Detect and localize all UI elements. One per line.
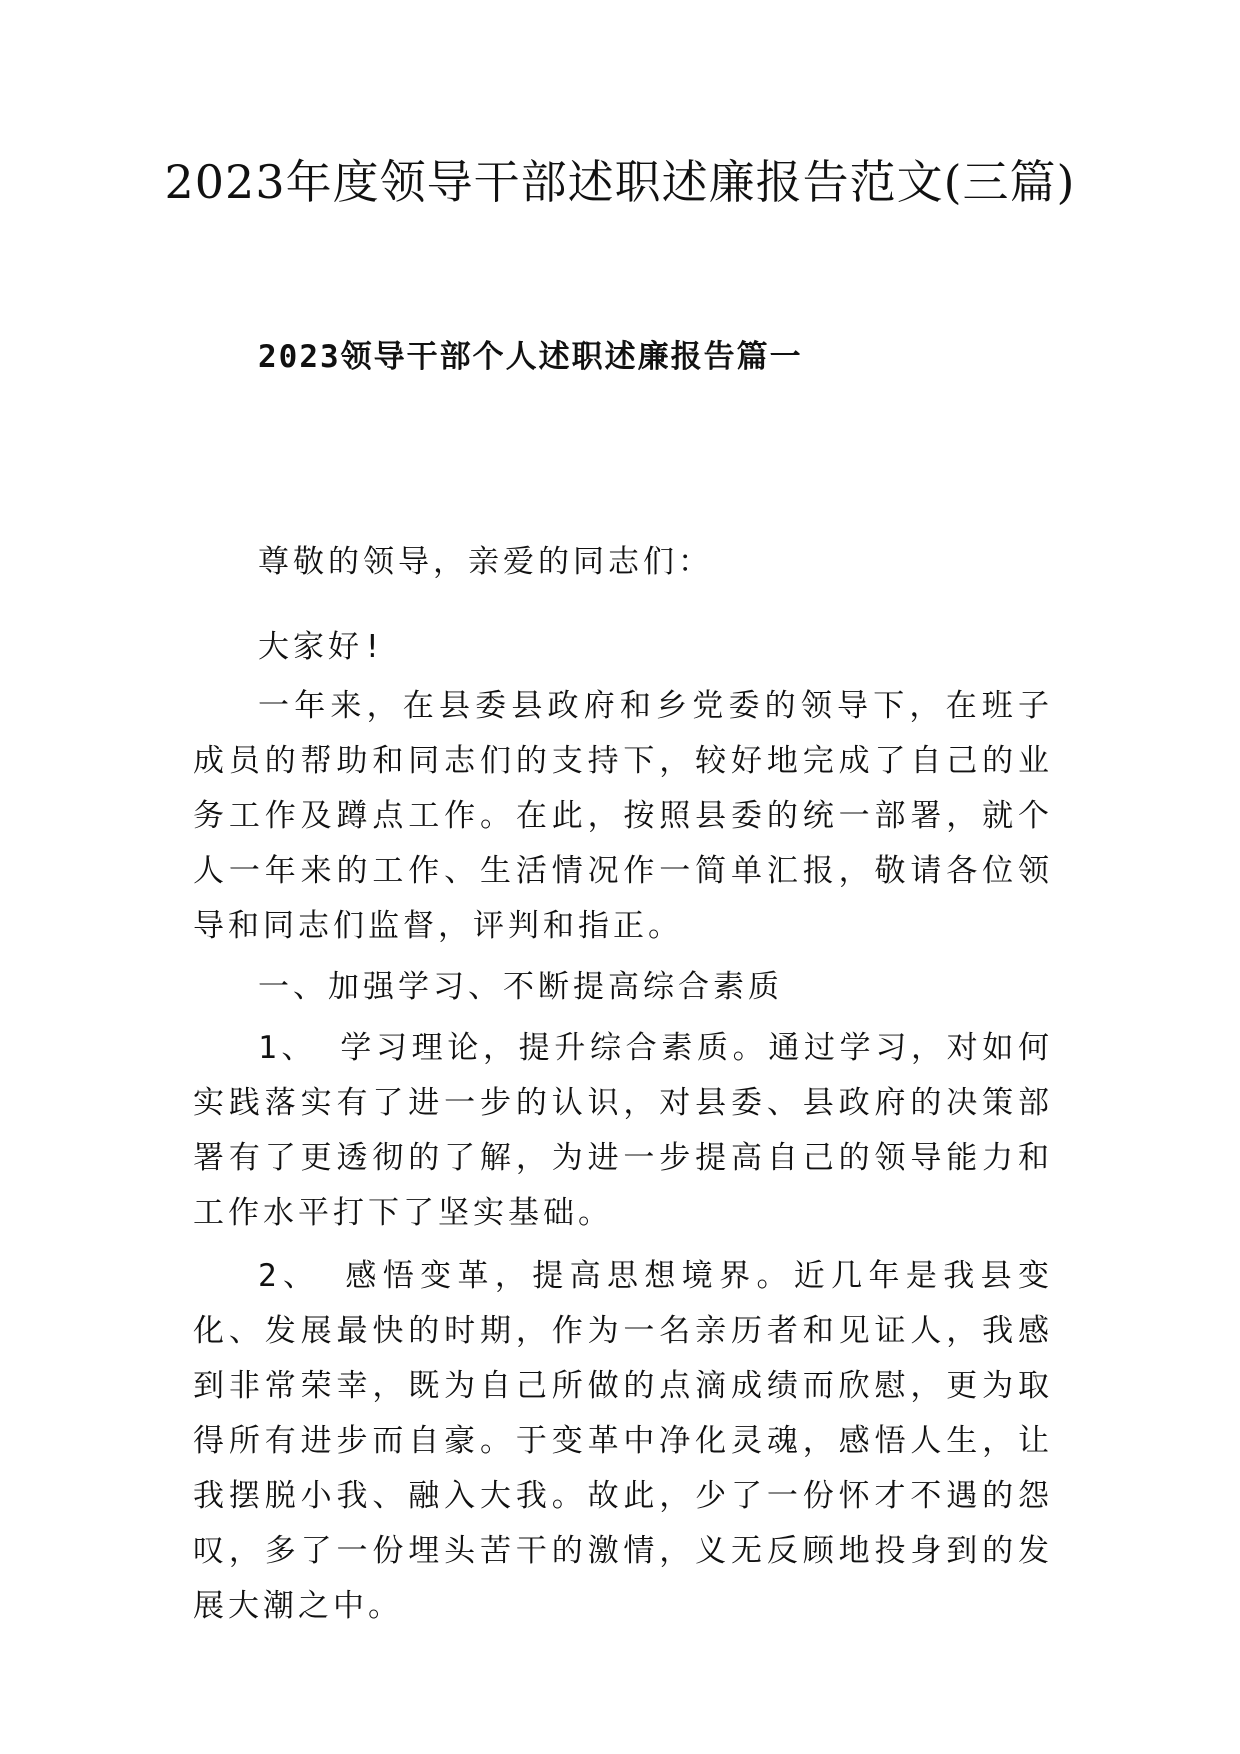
paragraph-item-one: 1、 学习理论，提升综合素质。通过学习，对如何实践落实有了进一步的认识，对县委、县政府的决策部署有了更透彻的了解，为进一步提高自己的领导能力和工作水平打下了坚实基础。 <box>193 1030 1053 1231</box>
document-body <box>193 535 1053 1634</box>
paragraph-heading-one: 一、加强学习、不断提高综合素质 <box>258 969 783 1005</box>
paragraph-intro: 一年来，在县委县政府和乡党委的领导下，在班子成员的帮助和同志们的支持下，较好地完成了自己的业务工作及蹲点工作。在此，按照县委的统一部署，就个人一年来的工作、生活情况作一简单汇报，敬请各位领导和同志们监督，评判和指正。 <box>193 688 1053 944</box>
paragraph-greeting: 尊敬的领导，亲爱的同志们： <box>258 544 713 580</box>
paragraph-item-two: 2、 感悟变革，提高思想境界。近几年是我县变化、发展最快的时期，作为一名亲历者和见证人，我感到非常荣幸，既为自己所做的点滴成绩而欣慰，更为取得所有进步而自豪。于变革中净化灵魂，感悟人生，让我摆脱小我、融入大我。故此，少了一份怀才不遇的怨叹，多了一份埋头苦干的激情，义无反顾地投身到的发展大潮之中。 <box>193 1258 1053 1624</box>
document-title: 2023年度领导干部述职述廉报告范文(三篇) <box>164 155 1076 209</box>
section-title: 2023领导干部个人述职述廉报告篇一 <box>258 339 803 375</box>
paragraph-hello: 大家好! <box>258 629 386 665</box>
